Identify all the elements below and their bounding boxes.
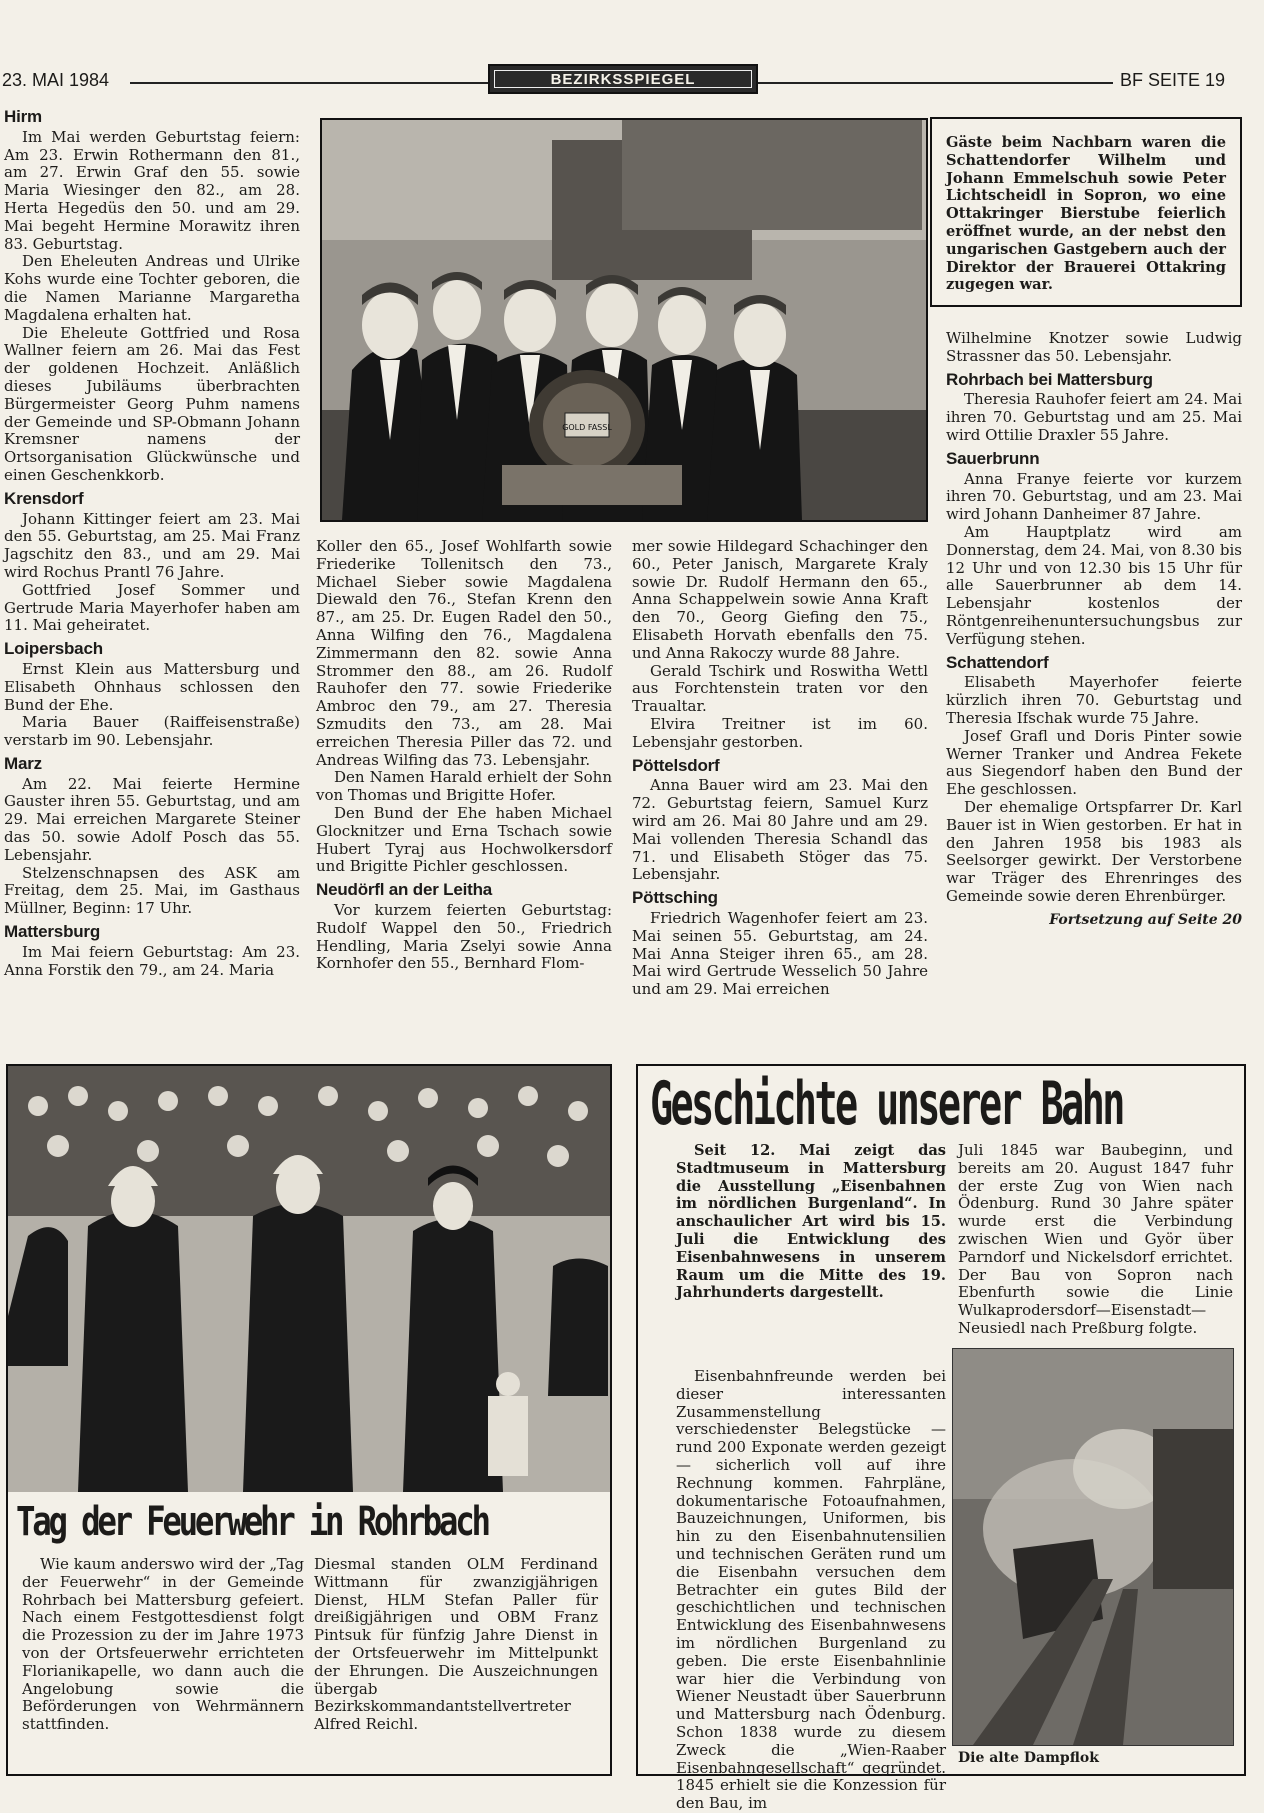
photo-feuerwehr <box>8 1066 610 1492</box>
bahn-title: Geschichte unserer Bahn <box>650 1069 1123 1139</box>
photo-guests-illustration <box>322 120 926 520</box>
heading-sauerbrunn: Sauerbrunn <box>946 448 1040 468</box>
barrel-label: GOLD FASSL <box>562 423 612 432</box>
text-mattersburg-1: Im Mai feiern Geburtstag: Am 23. Anna Forstik den 79., am 24. Maria <box>4 942 300 979</box>
feuerwehr-col-a <box>22 1556 304 1734</box>
text-poettsching-1: Friedrich Wagenhofer feiert am 23. Mai seinen 55. Geburtstag, am 24. Mai Anna Steiger ihren 65., am 28. Mai wird Gertrude Wesselich 50 Jahre und am 29. Mai erreichen <box>632 908 928 999</box>
text-poettelsdorf-1: Anna Bauer wird am 23. Mai den 72. Geburtstag feiern, Samuel Kurz wird am 26. Mai 80 Jahre und am 29. Mai vollenden Theresia Schandl das 71. und Elisabeth Stöger das 75. Lebensjahr. <box>632 776 928 884</box>
photo-feuerwehr-illustration <box>8 1066 610 1492</box>
text-marz-2: Stelzenschnapsen des ASK am Freitag, dem 25. Mai, im Gasthaus Müllner, Beginn: 17 Uhr. <box>4 863 300 918</box>
text-loipersbach-1: Ernst Klein aus Mattersburg und Elisabeth Ohnhaus schlossen den Bund der Ehe. <box>4 659 300 714</box>
text-schattendorf-3: Der ehemalige Ortspfarrer Dr. Karl Bauer ist in Wien gestorben. Er hat in den Jahren 1958 bis 1983 als Seelsorger gewirkt. Der Verstorbene war Träger des Ehrenringes des Gemeinde sowie deren Ehrenbürger. <box>946 797 1242 905</box>
text-col3-1: mer sowie Hildegard Schachinger den 60., Peter Janisch, Margarete Kraly sowie Dr. Rudolf Hermann den 65., Anna Schappelwein sowie Anna Kraft den 70., Georg Giefing den 75., Elisabeth Horvath ebenfalls den 75. und Anna Rakoczy wurde 88 Jahre. <box>632 537 928 662</box>
text-col4-1: Wilhelmine Knotzer sowie Ludwig Strassner das 50. Lebensjahr. <box>946 329 1242 365</box>
dampflok-caption: Die alte Dampflok <box>958 1750 1099 1766</box>
caption-guests: Gäste beim Nachbarn waren die Schattendorfer Wilhelm und Johann Emmelschuh sowie Peter Lichtscheidl in Sopron, wo eine Ottakringer Bierstube feierlich eröffnet wurde, an der nebst den ungarischen Gastgebern auch der Direktor der Brauerei Ottakring zugegen war. <box>946 134 1226 294</box>
text-hirm-2: Den Eheleuten Andreas und Ulrike Kohs wurde eine Tochter geboren, die die Namen Marianne Margaretha Magdalena erhalten hat. <box>4 252 300 324</box>
heading-mattersburg: Mattersburg <box>4 922 101 942</box>
column-4 <box>946 330 1242 930</box>
header-page: BF SEITE 19 <box>1120 70 1226 90</box>
bahn-box <box>636 1064 1246 1813</box>
text-col3-2: Gerald Tschirk und Roswitha Wettl aus Forchtenstein traten vor den Traualtar. <box>632 661 928 716</box>
text-feuerwehr-a: Wie kaum anderswo wird der „Tag der Feuerwehr“ in der Gemeinde Rohrbach bei Mattersburg gefeiert. Nach einem Festgottesdienst folgt die Prozession zu der im Jahre 1973 von der Ortsfeuerwehr errichteten Florianikapelle, wo dann auch die Angelobung sowie die Beförderungen von Wehrmännern stattfinden. <box>22 1555 304 1734</box>
text-marz-1: Am 22. Mai feierte Hermine Gauster ihren 55. Geburtstag, und am 29. Mai erreichen Margarete Steiner das 50. sowie Adolf Posch das 55. Lebensjahr. <box>4 774 300 864</box>
heading-poettelsdorf: Pöttelsdorf <box>632 755 720 775</box>
text-col3-3: Elvira Treitner ist im 60. Lebensjahr gestorben. <box>632 714 928 751</box>
heading-loipersbach: Loipersbach <box>4 639 103 659</box>
text-schattendorf-1: Elisabeth Mayerhofer feierte kürzlich ihren 70. Geburtstag und Theresia Ifschak wurde 75 Jahre. <box>946 673 1242 727</box>
text-col2-1: Koller den 65., Josef Wohlfarth sowie Friederike Tollenitsch den 73., Michael Sieber sowie Magdalena Diewald den 76., Stefan Krenn den 87., am 25. Dr. Eugen Radel den 50., Anna Wilfing den 76., Magdalena Zimmermann den 82. sowie Anna Strommer den 88., am 26. Rudolf Rauhofer den 77. sowie Friederike Ambroc den 79., am 27. Theresia Szmudits den 73., am 28. Mai erreichen Theresia Piller das 72. und Andreas Wilfing das 73. Lebensjahr. <box>316 537 612 769</box>
feuerwehr-box <box>6 1064 612 1776</box>
header-section: BEZIRKSSPIEGEL <box>494 70 752 88</box>
text-col2-2: Den Namen Harald erhielt der Sohn von Thomas und Brigitte Hofer. <box>316 768 612 805</box>
text-loipersbach-2: Maria Bauer (Raiffeisenstraße) verstarb im 90. Lebensjahr. <box>4 713 300 750</box>
heading-rohrbach: Rohrbach bei Mattersburg <box>946 369 1153 389</box>
caption-box <box>930 117 1242 307</box>
bahn-body-col <box>676 1368 946 1813</box>
column-1 <box>4 108 300 979</box>
text-sauerbrunn-1: Anna Franye feierte vor kurzem ihren 70. Geburtstag, und am 23. Mai wird Johann Danheimer 87 Jahre. <box>946 469 1242 524</box>
text-bahn-lead: Seit 12. Mai zeigt das Stadtmuseum in Mattersburg die Ausstellung „Eisenbahnen im nördlichen Burgenland“. In anschaulicher Art wird bis 15. Juli die Entwicklung des Eisenbahnwesens in unserem Raum um die Mitte des 19. Jahrhunderts dargestellt. <box>676 1142 946 1302</box>
text-hirm-3: Die Eheleute Gottfried und Rosa Wallner feiern am 26. Mai das Fest der goldenen Hochzeit. Anläßlich dieses Jubiläums überbrachten Bürgermeister Georg Puhm namens der Gemeinde und SP-Obmann Johann Kremsner namens der Ortsorganisation Glückwünsche und einen Geschenkkorb. <box>4 323 300 484</box>
photo-dampflok-illustration <box>953 1349 1233 1745</box>
header-section-box <box>488 64 758 94</box>
bahn-col-2 <box>958 1142 1233 1338</box>
heading-neudoerfl: Neudörfl an der Leitha <box>316 880 493 900</box>
heading-poettsching: Pöttsching <box>632 888 718 908</box>
continued-note: Fortsetzung auf Seite 20 <box>1049 911 1242 928</box>
feuerwehr-col-b <box>314 1556 598 1734</box>
feuerwehr-title: Tag der Feuerwehr in Rohrbach <box>16 1499 488 1545</box>
text-krensdorf-2: Gottfried Josef Sommer und Gertrude Maria Mayerhofer haben am 11. Mai geheiratet. <box>4 580 300 635</box>
text-bahn-body: Eisenbahnfreunde werden bei dieser interessanten Zusammenstellung verschiedenster Belegstücke — rund 200 Exponate werden gezeigt — sicherlich voll auf ihre Rechnung kommen. Fahrpläne, dokumentarische Fotoaufnahmen, Bauzeichnungen, Uniformen, bis hin zu den Eisenbahnutensilien und technischen Geräten rund um die Eisenbahn versuchen dem Betrachter ein gutes Bild der geschichtlichen und technischen Entwicklung des Eisenbahnwesens im nördlichen Burgenland zu geben. Die erste Eisenbahnlinie war hier die Verbindung von Wiener Neustadt über Sauerbrunn und Mattersburg nach Ödenburg. Schon 1838 wurde zu diesem Zweck die „Wien-Raaber Eisenbahngesellschaft“ gegründet. 1845 erhielt sie die Konzession für den Bau, im <box>676 1367 946 1813</box>
column-2 <box>316 538 612 973</box>
heading-hirm: Hirm <box>4 107 42 126</box>
text-neudoerfl-1: Vor kurzem feierten Geburtstag: Rudolf Wappel den 50., Friedrich Hendling, Maria Zselyi sowie Anna Kornhofer den 55., Bernhard Flom- <box>316 900 612 973</box>
text-schattendorf-2: Josef Grafl und Doris Pinter sowie Werner Tranker und Andrea Fekete aus Siegendorf haben den Bund der Ehe geschlossen. <box>946 726 1242 799</box>
heading-marz: Marz <box>4 753 42 773</box>
photo-guests-sopron <box>320 118 928 522</box>
text-col2-3: Den Bund der Ehe haben Michael Glocknitzer und Erna Tschach sowie Hubert Tyraj aus Hochwolkersdorf und Brigitte Pichler geschlossen. <box>316 803 612 876</box>
text-feuerwehr-b: Diesmal standen OLM Ferdinand Wittmann für zwanzigjährigen Dienst, HLM Stefan Paller für dreißigjährigen und OBM Franz Pintsuk für fünfzig Jahre Dienst in der Ortsfeuerwehr im Mittelpunkt der Ehrungen. Die Auszeichnungen übergab Bezirkskommandantstellvertreter Alfred Reichl. <box>314 1555 598 1734</box>
header-rule-right <box>758 82 1113 84</box>
heading-krensdorf: Krensdorf <box>4 488 84 508</box>
column-3 <box>632 538 928 999</box>
text-bahn-col2: Juli 1845 war Baubeginn, und bereits am 20. August 1847 fuhr der erste Zug von Wien nach Ödenburg. Rund 30 Jahre später wurde erst die Verbindung zwischen Wien und Györ über Parndorf und Nickelsdorf errichtet. Der Bau von Sopron nach Ebenfurth sowie die Linie Wulkaprodersdorf—Eisenstadt—Neusiedl nach Preßburg folgte. <box>958 1141 1233 1337</box>
text-rohrbach-1: Theresia Rauhofer feiert am 24. Mai ihren 70. Geburtstag und am 25. Mai wird Ottilie Draxler 55 Jahre. <box>946 390 1242 444</box>
text-krensdorf-1: Johann Kittinger feiert am 23. Mai den 55. Geburtstag, am 25. Mai Franz Jagschitz den 83., und am 29. Mai wird Rochus Prantl 76 Jahre. <box>4 509 300 581</box>
header-date: 23. MAI 1984 <box>2 70 110 90</box>
text-sauerbrunn-2: Am Hauptplatz wird am Donnerstag, dem 24. Mai, von 8.30 bis 12 Uhr und von 12.30 bis 15 Uhr für alle Sauerbrunner ab dem 14. Lebensjahr kostenlos der Röntgenreihenuntersuchungsbus zur Verfügung stehen. <box>946 522 1242 648</box>
heading-schattendorf: Schattendorf <box>946 652 1049 672</box>
bahn-lead-col <box>676 1142 946 1302</box>
header-rule-left <box>130 82 490 84</box>
text-hirm-1: Im Mai werden Geburtstag feiern: Am 23. Erwin Rothermann den 81., am 27. Erwin Graf den 55. sowie Maria Wiesinger den 82., am 28. Herta Hegedüs den 50. und am 29. Mai begeht Hermine Morawitz ihren 83. Geburtstag. <box>4 127 300 253</box>
photo-dampflok <box>952 1348 1234 1746</box>
